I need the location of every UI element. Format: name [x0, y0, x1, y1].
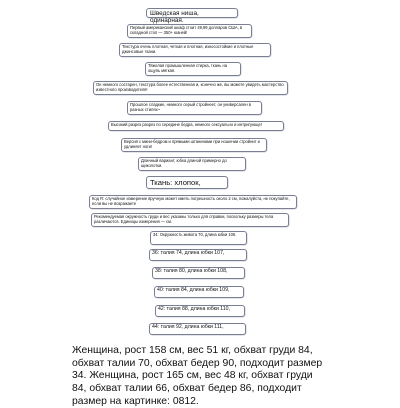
text-block-size-advice: Рекомендуемая окружность груди и вес указаны только для справки, поскольку размеры тела различаются. Единицы измерения — см.	[91, 213, 289, 227]
text-block-slit: Высокий разрез разрез по середине бедра, немного сексуально и интригующе!	[108, 121, 284, 131]
text-block-aged: Он немного состарен, текстура более естественная и, конечно же, вы можете увидеть мастерство известного производителя!	[93, 81, 288, 95]
text-block-texture: Текстура очень плотная, четкая и плотная, износостойкие и плотные джинсовые ткани.	[119, 43, 271, 57]
text-block-title: Шведская ниша, одинарная.	[146, 8, 238, 18]
text-block-color: Прошлое сладкие, немного серый стройнеет, он универсален в разных стилях~	[127, 101, 262, 115]
text-block-length: Длинный вариант, юбка длиной примерно до щиколотки.	[138, 157, 246, 171]
size-row-38: 38: талия 80, длина юбки 108,	[152, 267, 245, 279]
size-row-40: 40: талия 84, длина юбки 109,	[154, 286, 244, 298]
model-info-text: Женщина, рост 158 см, вес 51 кг, обхват груди 84, обхват талии 70, обхват бедер 90, подходит размер 34. Женщина, рост 165 см, вес 48 кг, обхват груди 84, обхват талии 66, обхват бедер 86, подходит размер на картинке: 0812.	[72, 345, 323, 407]
size-row-34: 34: Окружность живота 70, длина юбки 106.	[150, 231, 247, 245]
text-block-measurement-note: Код R: случайное измерение вручную может иметь погрешность около 2 см, пожалуйста, не покупайте, если вы не возражаете	[89, 195, 297, 209]
size-row-36: 36: талия 74, длина юбки 107,	[149, 249, 247, 261]
text-block-price: Первый американский шкаф стоит 49,99 долларов США, в складной стоп — 350+ юаней!	[127, 24, 252, 38]
text-block-version: Версия с мини-бедром и прямыми штанинами при ношении стройнит и удлиняет ноги!	[121, 138, 267, 152]
size-row-44: 44: талия 92, длина юбки 111,	[149, 323, 246, 335]
size-row-42: 42: талия 88, длина юбки 110,	[155, 305, 245, 317]
text-block-washing: Тяжелая промышленная стирка, ткань на ощупь мягкая.	[145, 62, 241, 76]
text-block-fabric: Ткань: хлопок,	[146, 176, 228, 189]
